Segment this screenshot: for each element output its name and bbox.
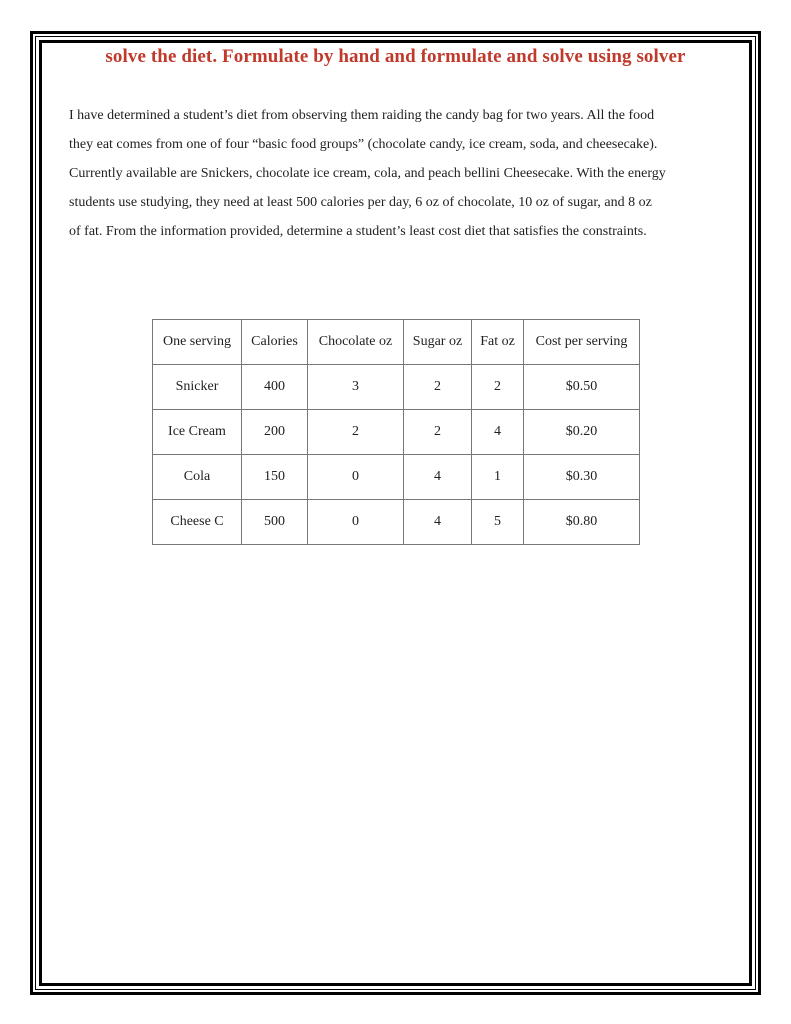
table-cell: 2 — [404, 365, 472, 410]
problem-line: Currently available are Snickers, chocolate ice cream, cola, and peach bellini Cheesecake. With the energy — [69, 166, 666, 181]
table-cell: 2 — [404, 410, 472, 455]
table-cell: 0 — [308, 455, 404, 500]
table-cell: 4 — [404, 500, 472, 545]
table-cell: $0.80 — [524, 500, 640, 545]
table-row — [153, 410, 640, 455]
column-header: One serving — [153, 320, 242, 365]
column-header: Fat oz — [472, 320, 524, 365]
problem-statement — [69, 101, 729, 246]
table-cell: $0.30 — [524, 455, 640, 500]
table-cell: $0.20 — [524, 410, 640, 455]
table-cell: Ice Cream — [153, 410, 242, 455]
table-cell: Snicker — [153, 365, 242, 410]
table-row — [153, 455, 640, 500]
column-header: Calories — [242, 320, 308, 365]
table-cell: $0.50 — [524, 365, 640, 410]
table-cell: 5 — [472, 500, 524, 545]
table-cell: 2 — [308, 410, 404, 455]
column-header: Sugar oz — [404, 320, 472, 365]
problem-line: students use studying, they need at least 500 calories per day, 6 oz of chocolate, 10 oz of sugar, and 8 oz — [69, 195, 652, 210]
table-cell: Cola — [153, 455, 242, 500]
column-header: Chocolate oz — [308, 320, 404, 365]
table-cell: 3 — [308, 365, 404, 410]
table-row — [153, 365, 640, 410]
table-cell: 2 — [472, 365, 524, 410]
problem-line: they eat comes from one of four “basic food groups” (chocolate candy, ice cream, soda, and cheesecake). — [69, 137, 658, 152]
table-cell: 1 — [472, 455, 524, 500]
table-cell: Cheese C — [153, 500, 242, 545]
table-row — [153, 500, 640, 545]
table-header-row — [153, 320, 640, 365]
table-cell: 200 — [242, 410, 308, 455]
problem-line: I have determined a student’s diet from observing them raiding the candy bag for two years. All the food — [69, 108, 655, 123]
table-cell: 0 — [308, 500, 404, 545]
table-cell: 400 — [242, 365, 308, 410]
column-header: Cost per serving — [524, 320, 640, 365]
table-cell: 150 — [242, 455, 308, 500]
table-cell: 4 — [404, 455, 472, 500]
table-cell: 500 — [242, 500, 308, 545]
problem-line: of fat. From the information provided, determine a student’s least cost diet that satisfies the constraints. — [69, 224, 647, 239]
table-cell: 4 — [472, 410, 524, 455]
page-title: solve the diet. Formulate by hand and formulate and solve using solver — [105, 46, 686, 67]
nutrition-table — [152, 319, 640, 545]
